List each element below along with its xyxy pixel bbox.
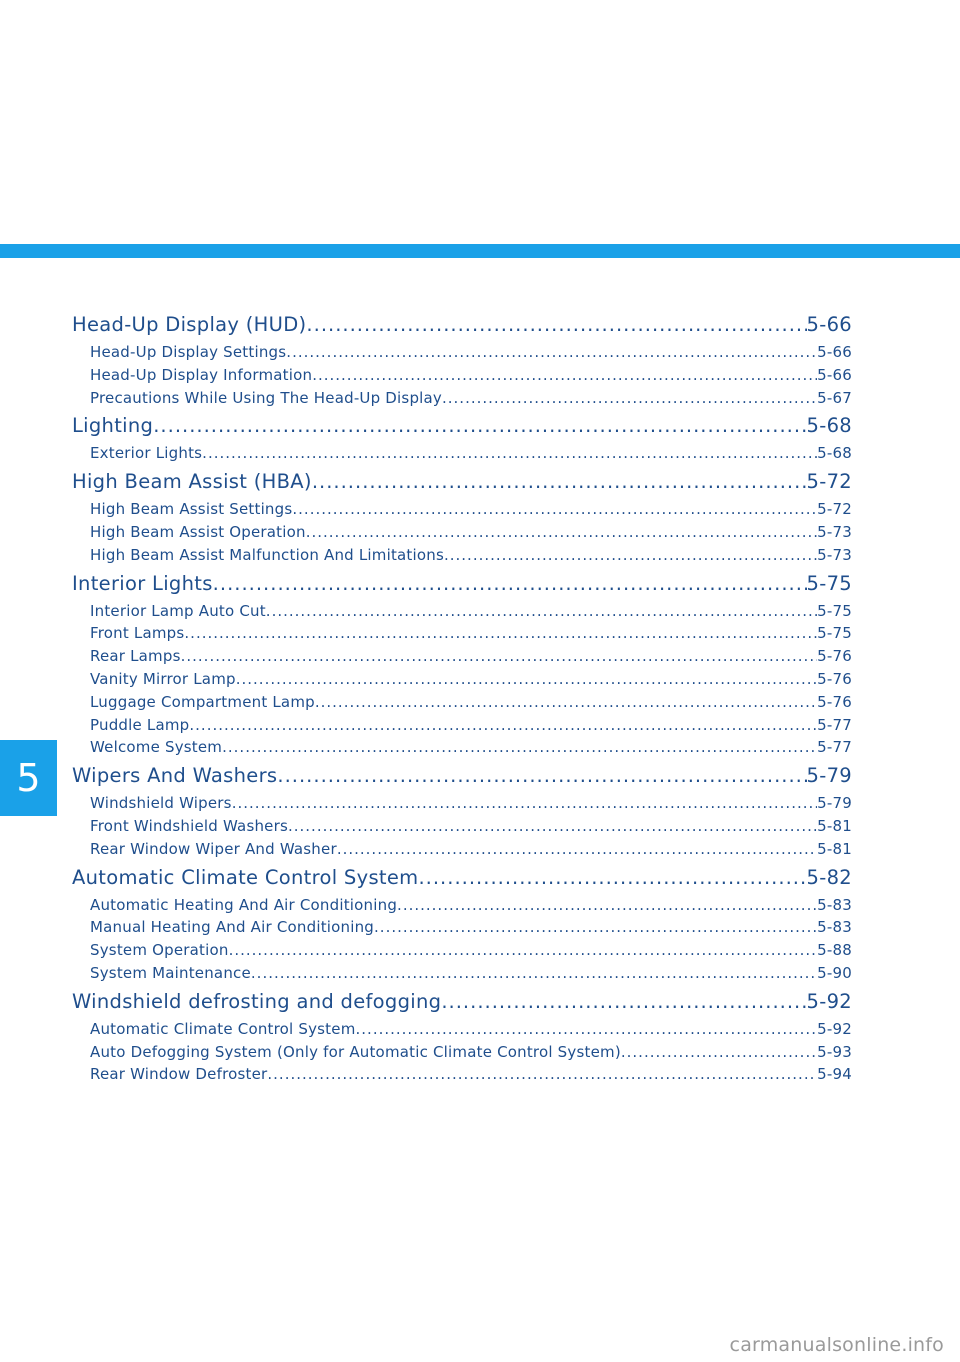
dot-leader [288, 815, 817, 838]
top-accent-bar [0, 244, 960, 258]
toc-entry-page: 5-90 [817, 963, 852, 982]
toc-entry[interactable] [72, 668, 852, 691]
toc-entry-page: 5-77 [817, 715, 852, 734]
toc-entry-title: Automatic Heating And Air Conditioning [90, 895, 398, 914]
toc-entry-page: 5-67 [817, 388, 852, 407]
dot-leader [222, 736, 817, 759]
toc-entry-page: 5-76 [817, 692, 852, 711]
dot-leader [418, 861, 806, 894]
dot-leader [292, 498, 817, 521]
toc-entry-title: System Maintenance [90, 963, 251, 982]
toc-entry[interactable] [72, 916, 852, 939]
toc-entry-title: Rear Lamps [90, 647, 181, 666]
toc-section-entry[interactable] [72, 308, 852, 341]
toc-entry[interactable] [72, 622, 852, 645]
toc-entry-page: 5-76 [817, 669, 852, 688]
dot-leader [229, 939, 818, 962]
toc-section-title: Interior Lights [72, 571, 213, 595]
toc-entry-title: Front Windshield Washers [90, 816, 288, 835]
chapter-number: 5 [16, 756, 41, 800]
toc-entry-title: Windshield Wipers [90, 794, 232, 813]
toc-entry-page: 5-66 [817, 365, 852, 384]
toc-section [72, 861, 852, 985]
toc-entry-page: 5-83 [817, 895, 852, 914]
toc-entry[interactable] [72, 1041, 852, 1064]
toc-entry[interactable] [72, 600, 852, 623]
toc-entry-title: Precautions While Using The Head-Up Display [90, 388, 442, 407]
toc-entry-title: Front Lamps [90, 624, 185, 643]
toc-entry[interactable] [72, 645, 852, 668]
toc-section-entry[interactable] [72, 567, 852, 600]
toc-section-title: Head-Up Display (HUD) [72, 313, 307, 336]
toc-section-page: 5-92 [806, 989, 852, 1013]
toc-entry[interactable] [72, 736, 852, 759]
toc-entry[interactable] [72, 894, 852, 917]
toc-entry-title: Head-Up Display Settings [90, 343, 287, 361]
toc-section-entry[interactable] [72, 985, 852, 1018]
toc-section-title: High Beam Assist (HBA) [72, 470, 312, 494]
toc-entry-page: 5-73 [817, 522, 852, 541]
toc-entry[interactable] [72, 544, 852, 567]
toc-entry[interactable] [72, 521, 852, 544]
toc-entry-page: 5-94 [817, 1065, 852, 1084]
toc-entry-page: 5-75 [817, 624, 852, 643]
toc-section-title: Windshield defrosting and defogging [72, 989, 442, 1013]
toc-entry-title: System Operation [90, 941, 229, 960]
toc-entry-title: Manual Heating And Air Conditioning [90, 918, 375, 937]
dot-leader [232, 792, 817, 815]
toc-entry-page: 5-68 [817, 444, 852, 463]
dot-leader [181, 645, 818, 668]
toc-entry-page: 5-73 [817, 545, 852, 564]
toc-entry-title: Rear Window Wiper And Washer [90, 839, 337, 858]
dot-leader [441, 985, 806, 1018]
dot-leader [286, 341, 817, 364]
toc-section [72, 465, 852, 566]
dot-leader [251, 962, 817, 985]
dot-leader [189, 714, 817, 737]
toc-entry-page: 5-92 [817, 1019, 852, 1038]
toc-section [72, 409, 852, 465]
toc-section-title: Wipers And Washers [72, 764, 278, 788]
toc-entry[interactable] [72, 815, 852, 838]
toc-entry-title: Interior Lamp Auto Cut [90, 601, 266, 620]
toc-entry-title: High Beam Assist Settings [90, 500, 293, 519]
toc-entry[interactable] [72, 1018, 852, 1041]
dot-leader [267, 1063, 817, 1086]
toc-entry-title: Rear Window Defroster [90, 1065, 268, 1084]
toc-entry-title: Automatic Climate Control System [90, 1019, 356, 1038]
toc-entry[interactable] [72, 341, 852, 364]
toc-entry-title: Vanity Mirror Lamp [90, 669, 236, 688]
toc-section [72, 985, 852, 1086]
toc-section-page: 5-66 [806, 313, 852, 336]
toc-entry-title: Welcome System [90, 738, 223, 757]
toc-entry-title: Puddle Lamp [90, 715, 190, 734]
dot-leader [277, 759, 806, 792]
toc-section-entry[interactable] [72, 465, 852, 498]
toc-entry[interactable] [72, 691, 852, 714]
toc-section-title: Automatic Climate Control System [72, 865, 419, 889]
toc-section-entry[interactable] [72, 759, 852, 792]
watermark: carmanualsonline.info [729, 1334, 944, 1356]
dot-leader [621, 1041, 817, 1064]
toc-entry-page: 5-88 [817, 941, 852, 960]
dot-leader [444, 544, 817, 567]
toc-entry[interactable] [72, 387, 852, 410]
toc-entry-title: Luggage Compartment Lamp [90, 692, 315, 711]
table-of-contents [72, 308, 852, 1086]
dot-leader [202, 442, 817, 465]
dot-leader [442, 387, 817, 410]
toc-section [72, 308, 852, 409]
chapter-tab [0, 740, 57, 816]
dot-leader [153, 409, 806, 442]
toc-entry-title: Head-Up Display Information [90, 365, 313, 384]
toc-entry-title: Auto Defogging System (Only for Automatic Climate Control System) [90, 1042, 621, 1061]
toc-entry-page: 5-66 [817, 343, 852, 361]
toc-section-title: Lighting [72, 414, 154, 438]
toc-entry[interactable] [72, 962, 852, 985]
dot-leader [312, 465, 807, 498]
toc-entry[interactable] [72, 498, 852, 521]
toc-entry-title: High Beam Assist Malfunction And Limitations [90, 545, 444, 564]
dot-leader [184, 622, 817, 645]
dot-leader [266, 600, 817, 623]
toc-section-page: 5-68 [806, 414, 852, 438]
toc-entry-page: 5-83 [817, 918, 852, 937]
toc-entry[interactable] [72, 838, 852, 861]
toc-section-entry[interactable] [72, 861, 852, 894]
dot-leader [306, 308, 806, 341]
toc-section-entry[interactable] [72, 409, 852, 442]
dot-leader [356, 1018, 818, 1041]
toc-entry-page: 5-81 [817, 816, 852, 835]
toc-entry-page: 5-76 [817, 647, 852, 666]
dot-leader [236, 668, 817, 691]
toc-entry-title: Exterior Lights [90, 444, 203, 463]
toc-section [72, 759, 852, 860]
dot-leader [374, 916, 817, 939]
toc-entry-page: 5-72 [817, 500, 852, 519]
toc-entry-page: 5-93 [817, 1042, 852, 1061]
toc-section-page: 5-75 [806, 571, 852, 595]
toc-entry[interactable] [72, 1063, 852, 1086]
toc-section-page: 5-79 [806, 764, 852, 788]
toc-entry-title: High Beam Assist Operation [90, 522, 306, 541]
dot-leader [213, 567, 807, 600]
dot-leader [397, 894, 817, 917]
toc-section [72, 567, 852, 760]
dot-leader [306, 521, 817, 544]
toc-entry-page: 5-75 [817, 601, 852, 620]
toc-section-page: 5-82 [806, 865, 852, 889]
toc-entry[interactable] [72, 939, 852, 962]
toc-section-page: 5-72 [806, 470, 852, 494]
toc-entry-page: 5-77 [817, 738, 852, 757]
dot-leader [337, 838, 817, 861]
toc-entry-page: 5-81 [817, 839, 852, 858]
dot-leader [312, 364, 817, 387]
toc-entry-page: 5-79 [817, 794, 852, 813]
toc-entry[interactable] [72, 364, 852, 387]
toc-entry[interactable] [72, 792, 852, 815]
toc-entry[interactable] [72, 714, 852, 737]
dot-leader [315, 691, 817, 714]
toc-entry[interactable] [72, 442, 852, 465]
